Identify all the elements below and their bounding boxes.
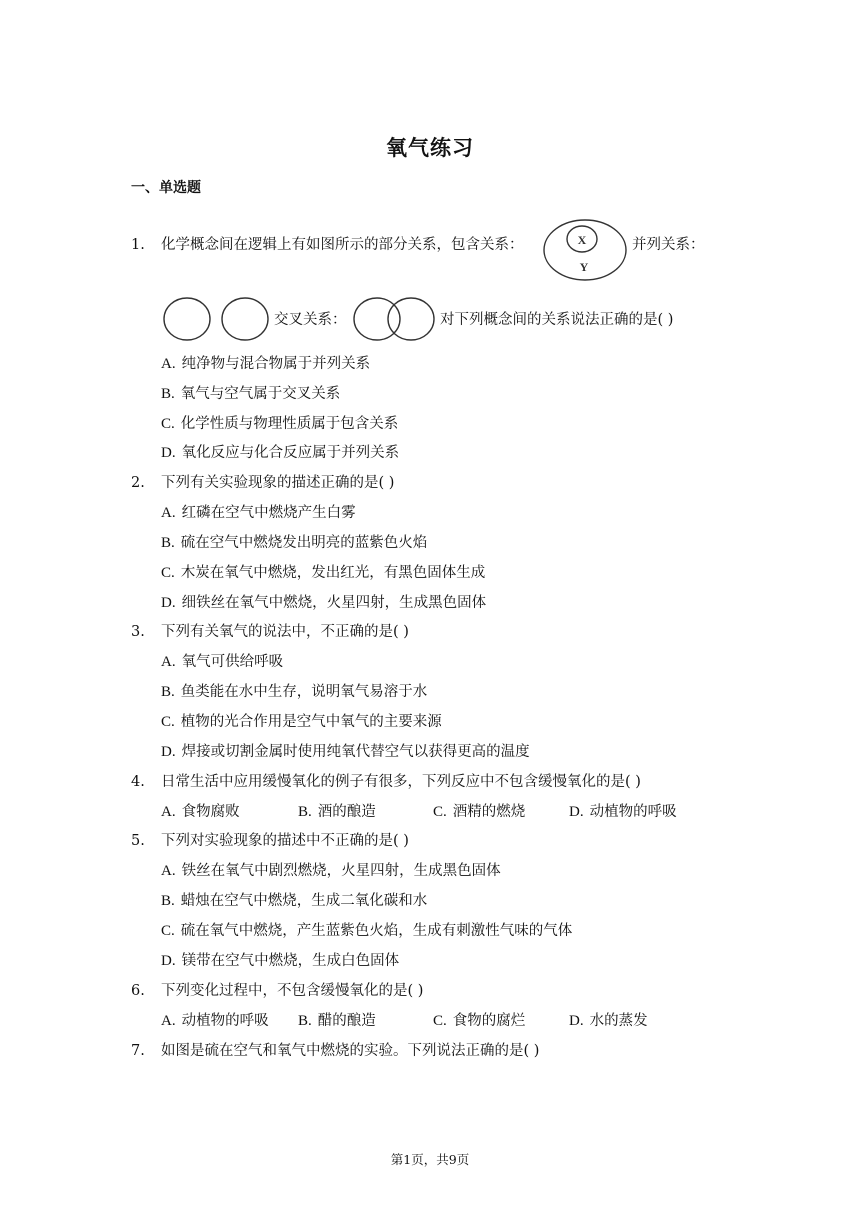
option-c [161, 415, 398, 433]
option-c [161, 713, 442, 731]
option-d [161, 952, 399, 970]
option-text: 硫在氧气中燃烧，产生蓝紫色火焰，生成有刺激性气味的气体 [180, 923, 573, 939]
option-text: 动植物的呼吸 [589, 804, 677, 820]
option-a [161, 803, 240, 821]
page-title: 氧气练习 [386, 135, 474, 160]
option-letter: B. [298, 804, 312, 820]
option-text: 醋的酿造 [317, 1013, 376, 1029]
question-number: 7. [131, 1043, 145, 1059]
question-text: 下列有关氧气的说法中，不正确的是( ) [161, 624, 409, 640]
option-a [161, 504, 356, 522]
option-d [569, 803, 677, 821]
option-text: 细铁丝在氧气中燃烧，火星四射，生成黑色固体 [181, 595, 487, 611]
parallel-diagram [162, 296, 272, 344]
option-letter: A. [161, 505, 176, 521]
intersect-circle-left [354, 298, 400, 340]
question-number: 4. [131, 774, 145, 790]
option-letter: D. [161, 744, 176, 760]
page-footer: 第1页，共9页 [390, 1152, 470, 1167]
option-b [298, 803, 376, 821]
option-text: 动植物的呼吸 [181, 1013, 269, 1029]
question-text: 如图是硫在空气和氧气中燃烧的实验。下列说法正确的是( ) [161, 1043, 540, 1059]
parallel-circle-right [222, 298, 268, 340]
option-text: 镁带在空气中燃烧，生成白色固体 [181, 953, 400, 969]
option-text: 焊接或切割金属时使用纯氧代替空气以获得更高的温度 [181, 744, 530, 760]
option-d [161, 444, 399, 462]
question-number: 6. [131, 983, 145, 999]
question-number: 2. [131, 475, 145, 491]
intersect-label: 交叉关系： [274, 312, 347, 328]
option-text: 红磷在空气中燃烧产生白雾 [181, 505, 356, 521]
option-a [161, 1012, 269, 1030]
option-letter: C. [433, 1013, 447, 1029]
option-letter: B. [161, 893, 175, 909]
option-letter: A. [161, 863, 176, 879]
option-c [433, 1012, 525, 1030]
question-number: 1. [131, 237, 145, 253]
option-letter: A. [161, 804, 176, 820]
option-b [161, 892, 427, 910]
option-text: 硫在空气中燃烧发出明亮的蓝紫色火焰 [180, 535, 428, 551]
option-letter: D. [569, 804, 584, 820]
option-c [433, 803, 525, 821]
option-text: 食物腐败 [181, 804, 240, 820]
option-text: 酒精的燃烧 [452, 804, 526, 820]
option-text: 蜡烛在空气中燃烧，生成二氧化碳和水 [180, 893, 428, 909]
option-a [161, 355, 370, 373]
option-b [161, 683, 427, 701]
option-text: 食物的腐烂 [452, 1013, 526, 1029]
option-a [161, 653, 283, 671]
option-b [161, 534, 427, 552]
option-text: 氧气可供给呼吸 [181, 654, 284, 670]
question-number: 3. [131, 624, 145, 640]
option-c [161, 564, 485, 582]
label-x: X [577, 233, 587, 247]
parallel-circle-left [164, 298, 210, 340]
option-b [161, 385, 340, 403]
section-heading: 一、单选题 [131, 180, 201, 196]
option-letter: B. [161, 386, 175, 402]
option-text: 鱼类能在水中生存，说明氧气易溶于水 [180, 684, 428, 700]
option-letter: C. [433, 804, 447, 820]
option-letter: B. [298, 1013, 312, 1029]
option-text: 氧化反应与化合反应属于并列关系 [181, 445, 400, 461]
option-letter: D. [161, 595, 176, 611]
label-y: Y [579, 260, 589, 274]
option-d [161, 743, 530, 761]
intersect-circle-right [388, 298, 434, 340]
option-text: 铁丝在氧气中剧烈燃烧，火星四射，生成黑色固体 [181, 863, 501, 879]
question-text: 下列对实验现象的描述中不正确的是( ) [161, 833, 409, 849]
parallel-label: 并列关系： [632, 237, 705, 253]
question-text: 下列有关实验现象的描述正确的是( ) [161, 475, 395, 491]
option-text: 植物的光合作用是空气中氧气的主要来源 [180, 714, 442, 730]
option-c [161, 922, 572, 940]
option-letter: C. [161, 565, 175, 581]
option-letter: C. [161, 714, 175, 730]
option-letter: A. [161, 1013, 176, 1029]
question-number: 5. [131, 833, 145, 849]
option-text: 化学性质与物理性质属于包含关系 [180, 416, 399, 432]
inclusion-diagram [542, 218, 628, 282]
option-text: 水的蒸发 [589, 1013, 648, 1029]
option-text: 酒的酿造 [317, 804, 376, 820]
option-letter: B. [161, 684, 175, 700]
option-text: 氧气与空气属于交叉关系 [180, 386, 341, 402]
option-text: 纯净物与混合物属于并列关系 [181, 356, 371, 372]
option-letter: B. [161, 535, 175, 551]
option-a [161, 862, 501, 880]
option-text: 木炭在氧气中燃烧，发出红光，有黑色固体生成 [180, 565, 486, 581]
question-1-tail: 对下列概念间的关系说法正确的是( ) [440, 312, 674, 328]
intersect-diagram [352, 296, 438, 344]
question-text: 日常生活中应用缓慢氧化的例子有很多，下列反应中不包含缓慢氧化的是( ) [161, 774, 641, 790]
option-letter: A. [161, 356, 176, 372]
question-text: 化学概念间在逻辑上有如图所示的部分关系，包含关系： [161, 237, 524, 253]
question-text: 下列变化过程中，不包含缓慢氧化的是( ) [161, 983, 424, 999]
option-b [298, 1012, 376, 1030]
option-letter: A. [161, 654, 176, 670]
option-letter: D. [161, 445, 176, 461]
option-letter: C. [161, 416, 175, 432]
option-letter: D. [569, 1013, 584, 1029]
option-d [161, 594, 486, 612]
option-d [569, 1012, 648, 1030]
option-letter: C. [161, 923, 175, 939]
option-letter: D. [161, 953, 176, 969]
